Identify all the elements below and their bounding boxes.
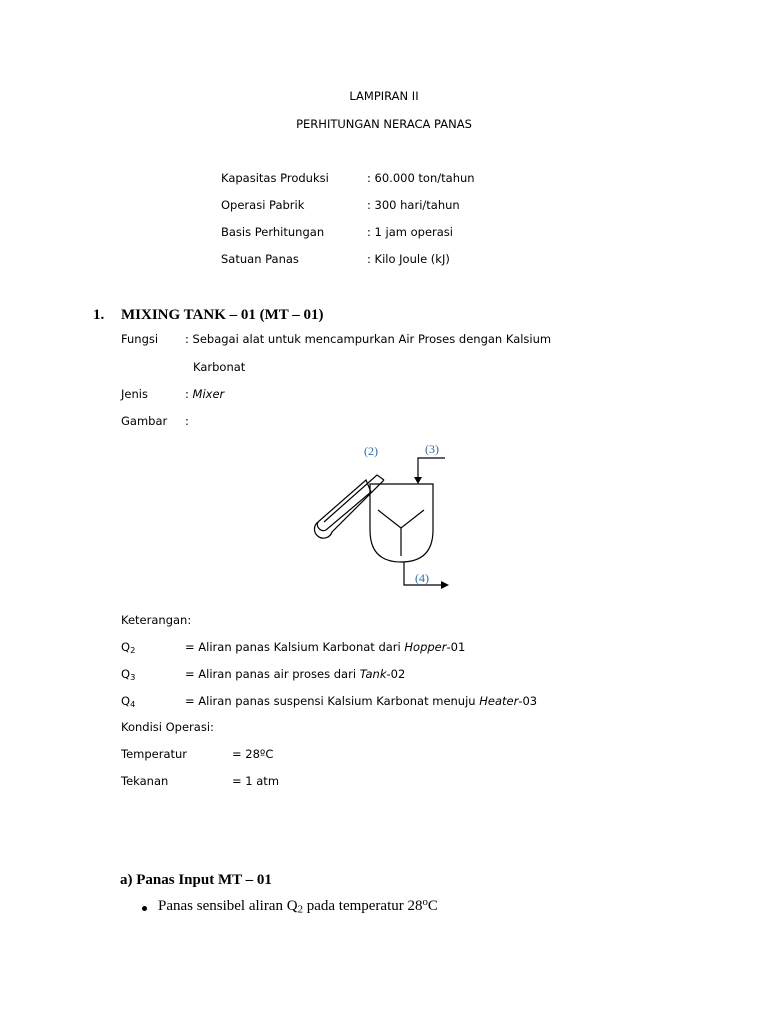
- jenis-label: Jenis: [121, 387, 148, 401]
- pressure-value: = 1 atm: [232, 774, 280, 788]
- stream-label-3: (3): [425, 442, 439, 456]
- legend-q2-text: [185, 640, 465, 654]
- legend-q3-symbol: [121, 667, 135, 681]
- gambar-label: Gambar: [121, 414, 168, 428]
- legend-italic: Tank: [359, 667, 387, 681]
- bullet-text-post: C: [427, 898, 438, 914]
- stream-label-2: (2): [364, 444, 378, 458]
- basis-value-calculation: : 1 jam operasi: [367, 225, 453, 239]
- q-subscript: 4: [130, 699, 136, 710]
- bullet-text: [158, 898, 438, 915]
- bullet-text-pre: Panas sensibel aliran Q: [158, 898, 298, 914]
- bullet-text-mid: pada temperatur 28: [302, 898, 423, 914]
- section-number: 1.: [93, 307, 105, 323]
- basis-value-capacity: : 60.000 ton/tahun: [367, 171, 475, 185]
- section-title: MIXING TANK – 01 (MT – 01): [121, 307, 324, 323]
- temperature-label: Temperatur: [121, 747, 188, 761]
- q-letter: Q: [121, 694, 131, 708]
- agitator-blades: [378, 510, 424, 528]
- jenis-italic: Mixer: [192, 387, 225, 401]
- hopper-chute-outer: [314, 480, 384, 538]
- q-subscript: 2: [130, 645, 136, 656]
- temperature-value: = 28ºC: [232, 747, 274, 761]
- fungsi-label: Fungsi: [121, 332, 159, 346]
- legend-tail: -02: [386, 667, 406, 681]
- q-letter: Q: [121, 640, 131, 654]
- gambar-colon: :: [185, 414, 189, 428]
- legend-desc: = Aliran panas suspensi Kalsium Karbonat menuju: [185, 694, 480, 708]
- subsection-a-title: a) Panas Input MT – 01: [120, 872, 272, 888]
- fungsi-text-line2: Karbonat: [193, 360, 246, 374]
- feed-line-3: [418, 458, 445, 478]
- pressure-label: Tekanan: [121, 774, 169, 788]
- page-title: PERHITUNGAN NERACA PANAS: [296, 117, 472, 131]
- legend-q4-symbol: [121, 694, 135, 708]
- legend-tail: -03: [518, 694, 538, 708]
- keterangan-heading: Keterangan:: [121, 613, 192, 627]
- outlet-arrow-head: [441, 581, 449, 589]
- bullet-superscript: o: [422, 896, 428, 909]
- legend-tail: -01: [446, 640, 466, 654]
- legend-q3-text: [185, 667, 405, 681]
- basis-label-capacity: Kapasitas Produksi: [221, 171, 329, 185]
- jenis-colon: :: [185, 387, 193, 401]
- feed-arrow-head: [414, 477, 422, 484]
- legend-italic: Hopper: [404, 640, 447, 654]
- legend-q4-text: [185, 694, 537, 708]
- legend-italic: Heater: [479, 694, 519, 708]
- basis-value-operation: : 300 hari/tahun: [367, 198, 460, 212]
- hopper-chute-upper: [324, 475, 384, 522]
- kondisi-heading: Kondisi Operasi:: [121, 720, 214, 734]
- bullet-subscript: 2: [297, 903, 303, 916]
- appendix-label: LAMPIRAN II: [349, 89, 419, 103]
- q-letter: Q: [121, 667, 131, 681]
- basis-label-calculation: Basis Perhitungan: [221, 225, 325, 239]
- basis-label-operation: Operasi Pabrik: [221, 198, 305, 212]
- basis-value-heat-unit: : Kilo Joule (kJ): [367, 252, 450, 266]
- bullet-icon: [142, 906, 147, 911]
- legend-desc: = Aliran panas air proses dari: [185, 667, 360, 681]
- legend-q2-symbol: [121, 640, 135, 654]
- q-subscript: 3: [130, 672, 136, 683]
- legend-desc: = Aliran panas Kalsium Karbonat dari: [185, 640, 405, 654]
- stream-label-4: (4): [415, 571, 429, 585]
- fungsi-text-line1: : Sebagai alat untuk mencampurkan Air Proses dengan Kalsium: [185, 332, 552, 346]
- basis-label-heat-unit: Satuan Panas: [221, 252, 299, 266]
